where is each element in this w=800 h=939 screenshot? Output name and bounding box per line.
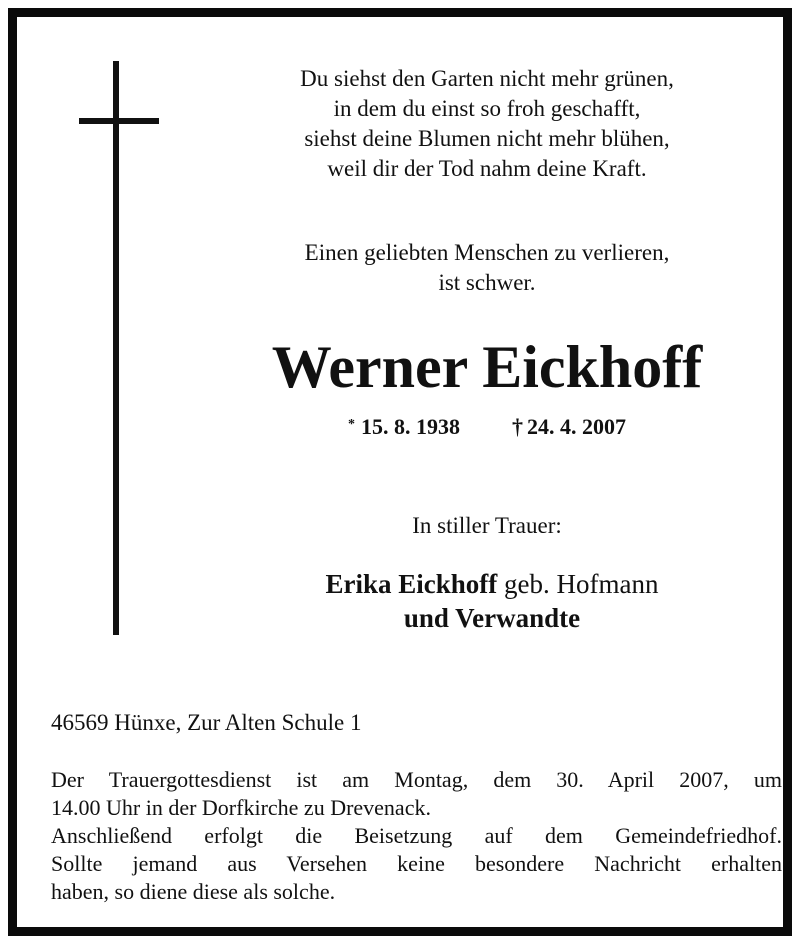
mourner-maiden-name: geb. Hofmann [504,569,659,599]
poem-line: siehst deine Blumen nicht mehr blühen, [304,126,670,151]
saying-line: ist schwer. [438,270,536,295]
family-address: 46569 Hünxe, Zur Alten Schule 1 [51,710,362,735]
deceased-name: Werner Eickhoff [271,334,703,400]
memorial-saying [157,238,800,298]
poem-line: in dem du einst so froh geschafft, [333,96,641,121]
notice-line: haben, so diene diese als solche. [51,879,336,904]
notice-line: 14.00 Uhr in der Dorfkirche zu Drevenack. [51,795,431,820]
poem-verse [157,64,800,184]
notice-line: Sollte jemand aus Versehen keine besondere Nachricht erhalten [51,851,782,876]
cross-bar [79,118,159,124]
mourners-block [157,567,800,635]
death-cross-icon: † [512,414,523,439]
mourning-intro: In stiller Trauer: [412,513,562,538]
obituary-frame [8,8,792,936]
mourner-name: Erika Eickhoff [325,569,498,599]
poem-line: weil dir der Tod nahm deine Kraft. [327,156,647,181]
life-dates [157,410,800,442]
funeral-notice [51,766,782,906]
notice-line: Anschließend erfolgt die Beisetzung auf dem Gemeindefriedhof. [51,823,782,848]
birth-star-icon: * [348,417,355,432]
death-date: 24. 4. 2007 [527,414,626,439]
notice-line: Der Trauergottesdienst ist am Montag, dem 30. April 2007, um [51,767,782,792]
saying-line: Einen geliebten Menschen zu verlieren, [304,240,670,265]
latin-cross-icon [113,61,119,635]
birth-date: 15. 8. 1938 [361,414,460,439]
mourner-relatives: und Verwandte [403,603,581,633]
poem-line: Du siehst den Garten nicht mehr grünen, [300,66,674,91]
